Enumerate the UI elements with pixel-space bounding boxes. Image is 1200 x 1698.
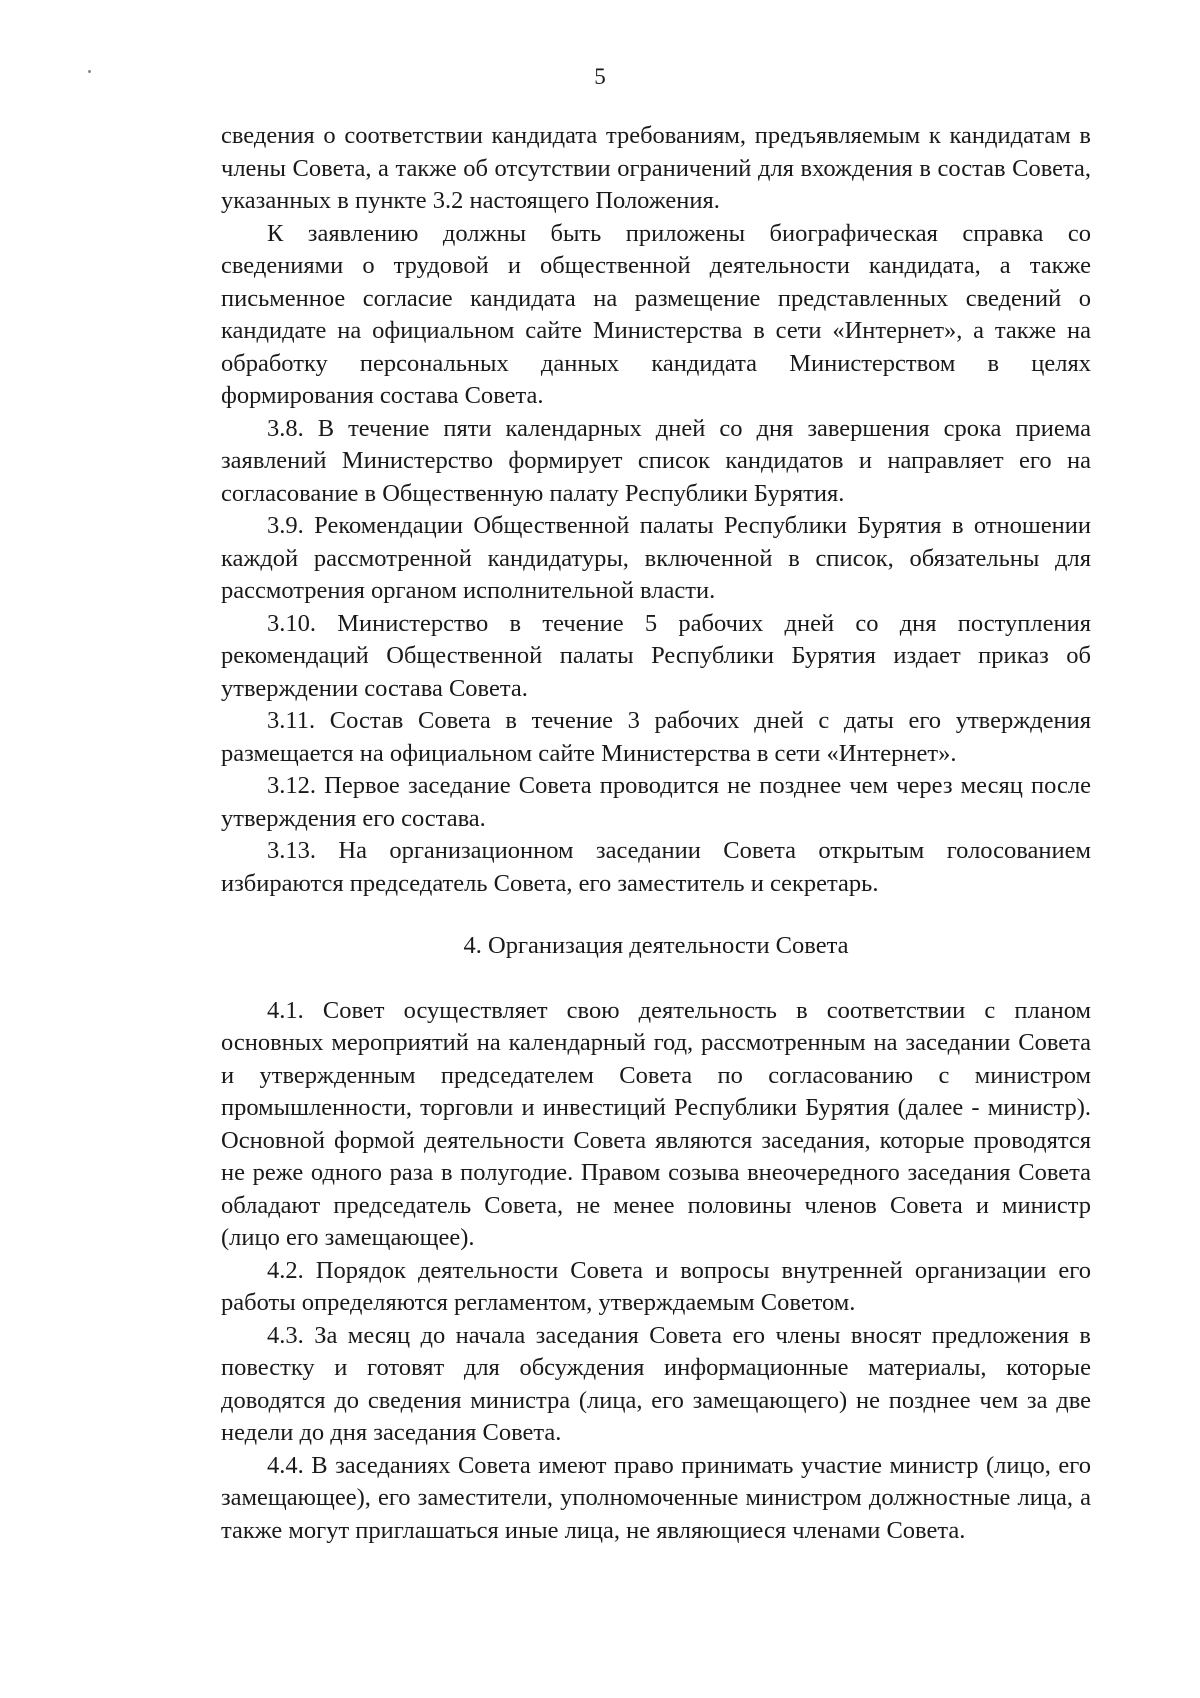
paragraph-4-3: 4.3. За месяц до начала заседания Совета его члены вносят предложения в повестку и готовят для обсуждения информационные материалы, которые доводятся до сведения министра (лица, его замещающего) не позднее чем за две недели до дня заседания Совета. bbox=[221, 1321, 1091, 1446]
page-number: 5 bbox=[594, 64, 606, 89]
section-heading: 4. Организация деятельности Совета bbox=[463, 932, 849, 959]
paragraph-application-attachments: К заявлению должны быть приложены биографическая справка со сведениями о трудовой и общественной деятельности кандидата, а также письменное согласие кандидата на размещение представленных сведений о кандидате на официальном сайте Министерства в сети «Интернет», а также на обработку персональных данных кандидата Министерством в целях формирования состава Совета. bbox=[221, 219, 1091, 409]
document-body bbox=[221, 120, 1091, 1547]
paragraph-3-8: 3.8. В течение пяти календарных дней со дня завершения срока приема заявлений Министерство формирует список кандидатов и направляет его на согласование в Общественную палату Республики Бурятия. bbox=[221, 414, 1091, 507]
paragraph-3-13: 3.13. На организационном заседании Совета открытым голосованием избираются председатель Совета, его заместитель и секретарь. bbox=[221, 837, 1091, 897]
paragraph-4-1: 4.1. Совет осуществляет свою деятельность в соответствии с планом основных мероприятий на календарный год, рассмотренным на заседании Совета и утвержденным председателем Совета по согласованию с министром промышленности, торговли и инвестиций Республики Бурятия (далее - министр). Основной формой деятельности Совета являются заседания, которые проводятся не реже одного раза в полугодие. Правом созыва внеочередного заседания Совета обладают председатель Совета, не менее половины членов Совета и министр (лицо его замещающее). bbox=[221, 996, 1091, 1251]
paragraph-3-11: 3.11. Состав Совета в течение 3 рабочих дней с даты его утверждения размещается на официальном сайте Министерства в сети «Интернет». bbox=[221, 707, 1091, 767]
paragraph-3-9: 3.9. Рекомендации Общественной палаты Республики Бурятия в отношении каждой рассмотренной кандидатуры, включенной в список, обязательны для рассмотрения органом исполнительной власти. bbox=[221, 512, 1091, 604]
paragraph-4-2: 4.2. Порядок деятельности Совета и вопросы внутренней организации его работы определяются регламентом, утверждаемым Советом. bbox=[221, 1256, 1091, 1316]
paragraph-3-10: 3.10. Министерство в течение 5 рабочих дней со дня поступления рекомендаций Общественной палаты Республики Бурятия издает приказ об утверждении состава Совета. bbox=[221, 609, 1091, 702]
paragraph-candidate-info: сведения о соответствии кандидата требованиям, предъявляемым к кандидатам в члены Совета, а также об отсутствии ограничений для вхождения в состав Совета, указанных в пункте 3.2 настоящего Положения. bbox=[221, 122, 1091, 214]
paragraph-3-12: 3.12. Первое заседание Совета проводится не позднее чем через месяц после утверждения его состава. bbox=[221, 772, 1091, 832]
paragraph-4-4: 4.4. В заседаниях Совета имеют право принимать участие министр (лицо, его замещающее), его заместители, уполномоченные министром должностные лица, а также могут приглашаться иные лица, не являющиеся членами Совета. bbox=[221, 1451, 1091, 1544]
